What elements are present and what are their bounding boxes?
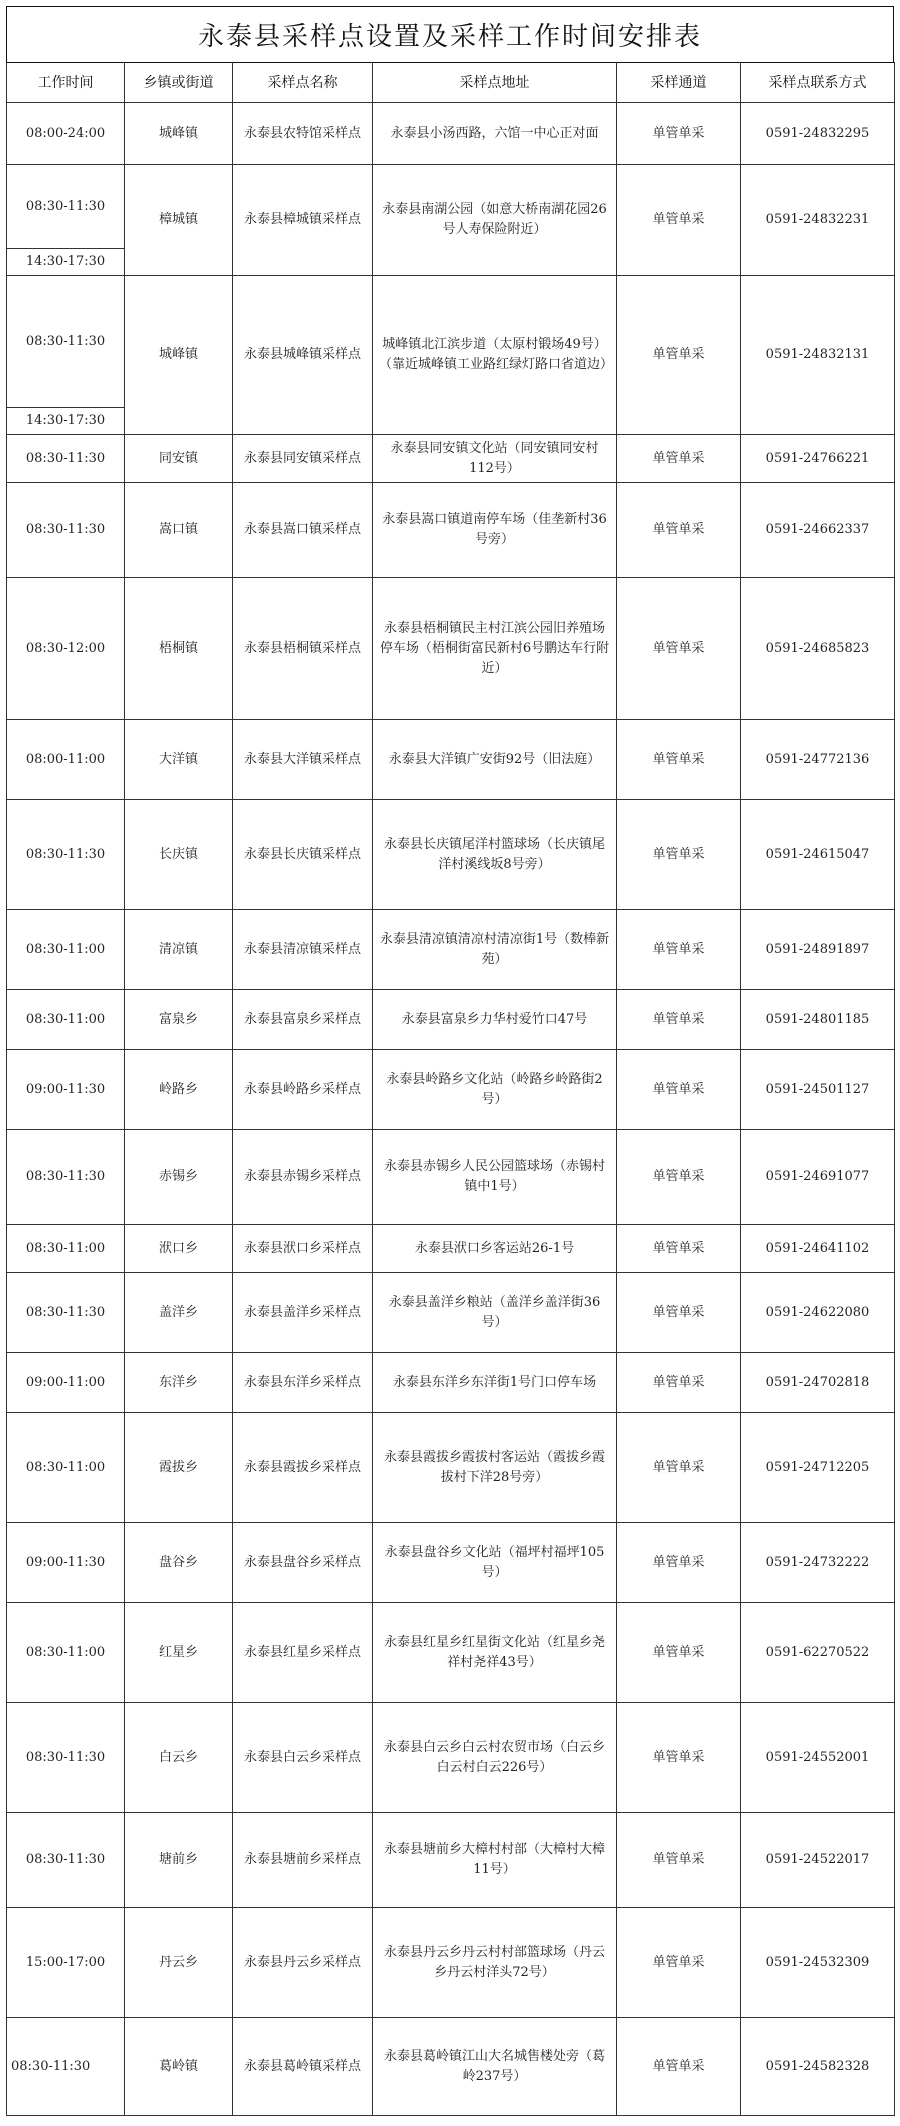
cell-time: 08:30-11:00 (7, 1225, 125, 1273)
cell-time: 08:30-11:00 (7, 990, 125, 1050)
cell-site: 永泰县霞拔乡采样点 (233, 1413, 373, 1523)
cell-channel: 单管单采 (617, 1813, 741, 1908)
cell-time: 08:00-24:00 (7, 103, 125, 165)
cell-site: 永泰县白云乡采样点 (233, 1703, 373, 1813)
header-channel: 采样通道 (617, 63, 741, 103)
cell-site: 永泰县红星乡采样点 (233, 1603, 373, 1703)
cell-town: 丹云乡 (125, 1908, 233, 2018)
table-row (7, 1413, 895, 1523)
table-row (7, 1523, 895, 1603)
cell-channel: 单管单采 (617, 276, 741, 435)
cell-site: 永泰县葛岭镇采样点 (233, 2018, 373, 2116)
cell-address: 永泰县盖洋乡粮站（盖洋乡盖洋街36号） (373, 1273, 617, 1353)
table-title: 永泰县采样点设置及采样工作时间安排表 (6, 6, 894, 62)
cell-time: 15:00-17:00 (7, 1908, 125, 2018)
cell-address: 永泰县岭路乡文化站（岭路乡岭路街2号） (373, 1050, 617, 1130)
table-row (7, 578, 895, 720)
cell-town: 岭路乡 (125, 1050, 233, 1130)
cell-channel: 单管单采 (617, 1908, 741, 2018)
cell-contact: 0591-24832131 (741, 276, 895, 435)
cell-time: 08:30-11:00 (7, 1603, 125, 1703)
cell-channel: 单管单采 (617, 990, 741, 1050)
cell-address: 永泰县南湖公园（如意大桥南湖花园26号人寿保险附近） (373, 165, 617, 276)
cell-site: 永泰县嵩口镇采样点 (233, 483, 373, 578)
cell-town: 清凉镇 (125, 910, 233, 990)
cell-contact: 0591-24801185 (741, 990, 895, 1050)
table-row (7, 910, 895, 990)
cell-contact: 0591-24582328 (741, 2018, 895, 2116)
cell-town: 东洋乡 (125, 1353, 233, 1413)
cell-contact: 0591-24501127 (741, 1050, 895, 1130)
cell-address: 永泰县富泉乡力华村爱竹口47号 (373, 990, 617, 1050)
cell-time: 08:00-11:00 (7, 720, 125, 800)
cell-address: 永泰县洑口乡客运站26-1号 (373, 1225, 617, 1273)
header-time: 工作时间 (7, 63, 125, 103)
table-row (7, 800, 895, 910)
cell-contact: 0591-24766221 (741, 435, 895, 483)
cell-site: 永泰县富泉乡采样点 (233, 990, 373, 1050)
cell-town: 城峰镇 (125, 276, 233, 435)
cell-time: 09:00-11:30 (7, 1523, 125, 1603)
cell-site: 永泰县同安镇采样点 (233, 435, 373, 483)
cell-address: 永泰县东洋乡东洋街1号门口停车场 (373, 1353, 617, 1413)
time-morning: 08:30-11:30 (7, 165, 124, 249)
cell-contact: 0591-24772136 (741, 720, 895, 800)
cell-contact: 0591-62270522 (741, 1603, 895, 1703)
table-row (7, 990, 895, 1050)
cell-address: 永泰县霞拔乡霞拔村客运站（霞拔乡霞拔村下洋28号旁） (373, 1413, 617, 1523)
table-row (7, 1130, 895, 1225)
cell-contact: 0591-24532309 (741, 1908, 895, 2018)
cell-time: 08:30-11:30 (7, 1273, 125, 1353)
cell-time (7, 165, 125, 276)
cell-contact: 0591-24522017 (741, 1813, 895, 1908)
cell-contact: 0591-24832231 (741, 165, 895, 276)
cell-contact: 0591-24662337 (741, 483, 895, 578)
cell-site: 永泰县城峰镇采样点 (233, 276, 373, 435)
table-row (7, 483, 895, 578)
table-row (7, 1703, 895, 1813)
cell-contact: 0591-24641102 (741, 1225, 895, 1273)
cell-contact: 0591-24685823 (741, 578, 895, 720)
cell-contact: 0591-24891897 (741, 910, 895, 990)
table-row (7, 1603, 895, 1703)
cell-time: 09:00-11:00 (7, 1353, 125, 1413)
time-morning: 08:30-11:30 (7, 276, 124, 408)
cell-contact: 0591-24732222 (741, 1523, 895, 1603)
cell-channel: 单管单采 (617, 2018, 741, 2116)
schedule-sheet (6, 6, 894, 2116)
cell-address: 永泰县赤锡乡人民公园篮球场（赤锡村镇中1号） (373, 1130, 617, 1225)
cell-time: 08:30-11:30 (7, 1130, 125, 1225)
cell-address: 永泰县同安镇文化站（同安镇同安村112号） (373, 435, 617, 483)
time-afternoon: 14:30-17:30 (25, 413, 106, 428)
cell-town: 梧桐镇 (125, 578, 233, 720)
cell-channel: 单管单采 (617, 1603, 741, 1703)
cell-town: 富泉乡 (125, 990, 233, 1050)
cell-address: 永泰县葛岭镇江山大名城售楼处旁（葛岭237号） (373, 2018, 617, 2116)
cell-time: 08:30-11:00 (7, 910, 125, 990)
table-row (7, 720, 895, 800)
cell-site: 永泰县梧桐镇采样点 (233, 578, 373, 720)
cell-time: 08:30-11:00 (7, 1413, 125, 1523)
cell-site: 永泰县东洋乡采样点 (233, 1353, 373, 1413)
table-row (7, 103, 895, 165)
cell-channel: 单管单采 (617, 1225, 741, 1273)
table-row (7, 165, 895, 276)
time-afternoon: 14:30-17:30 (25, 254, 106, 269)
cell-contact: 0591-24622080 (741, 1273, 895, 1353)
cell-address: 永泰县丹云乡丹云村村部篮球场（丹云乡丹云村洋头72号） (373, 1908, 617, 2018)
cell-channel: 单管单采 (617, 1523, 741, 1603)
cell-channel: 单管单采 (617, 1353, 741, 1413)
cell-town: 霞拔乡 (125, 1413, 233, 1523)
cell-contact: 0591-24832295 (741, 103, 895, 165)
cell-time: 08:30-11:30 (7, 1813, 125, 1908)
cell-time: 08:30-11:30 (7, 2018, 125, 2116)
cell-contact: 0591-24615047 (741, 800, 895, 910)
cell-channel: 单管单采 (617, 1130, 741, 1225)
cell-channel: 单管单采 (617, 435, 741, 483)
cell-channel: 单管单采 (617, 165, 741, 276)
cell-site: 永泰县大洋镇采样点 (233, 720, 373, 800)
table-row (7, 1353, 895, 1413)
cell-address: 永泰县长庆镇尾洋村篮球场（长庆镇尾洋村溪线坂8号旁） (373, 800, 617, 910)
cell-site: 永泰县丹云乡采样点 (233, 1908, 373, 2018)
cell-address: 永泰县大洋镇广安街92号（旧法庭） (373, 720, 617, 800)
table-row (7, 435, 895, 483)
header-row (7, 63, 895, 103)
cell-time (7, 276, 125, 435)
cell-address: 城峰镇北江滨步道（太原村锻场49号）（靠近城峰镇工业路红绿灯路口省道边） (373, 276, 617, 435)
cell-town: 盖洋乡 (125, 1273, 233, 1353)
cell-town: 同安镇 (125, 435, 233, 483)
cell-channel: 单管单采 (617, 1050, 741, 1130)
cell-contact: 0591-24702818 (741, 1353, 895, 1413)
cell-site: 永泰县盘谷乡采样点 (233, 1523, 373, 1603)
cell-site: 永泰县洑口乡采样点 (233, 1225, 373, 1273)
table-row (7, 2018, 895, 2116)
cell-channel: 单管单采 (617, 103, 741, 165)
cell-town: 白云乡 (125, 1703, 233, 1813)
cell-address: 永泰县梧桐镇民主村江滨公园旧养殖场停车场（梧桐街富民新村6号鹏达车行附近） (373, 578, 617, 720)
header-address: 采样点地址 (373, 63, 617, 103)
cell-site: 永泰县长庆镇采样点 (233, 800, 373, 910)
cell-site: 永泰县塘前乡采样点 (233, 1813, 373, 1908)
cell-time: 08:30-11:30 (7, 435, 125, 483)
cell-channel: 单管单采 (617, 578, 741, 720)
cell-time: 08:30-11:30 (7, 1703, 125, 1813)
cell-channel: 单管单采 (617, 1703, 741, 1813)
cell-channel: 单管单采 (617, 910, 741, 990)
table-row (7, 1050, 895, 1130)
cell-time: 08:30-11:30 (7, 800, 125, 910)
cell-address: 永泰县嵩口镇道南停车场（佳垄新村36号旁） (373, 483, 617, 578)
cell-town: 赤锡乡 (125, 1130, 233, 1225)
cell-town: 城峰镇 (125, 103, 233, 165)
cell-address: 永泰县塘前乡大樟村村部（大樟村大樟11号） (373, 1813, 617, 1908)
cell-site: 永泰县岭路乡采样点 (233, 1050, 373, 1130)
table-row (7, 1908, 895, 2018)
header-town: 乡镇或街道 (125, 63, 233, 103)
cell-time: 09:00-11:30 (7, 1050, 125, 1130)
cell-town: 红星乡 (125, 1603, 233, 1703)
cell-site: 永泰县赤锡乡采样点 (233, 1130, 373, 1225)
cell-address: 永泰县小汤西路，六馆一中心正对面 (373, 103, 617, 165)
table-row (7, 276, 895, 435)
cell-contact: 0591-24691077 (741, 1130, 895, 1225)
cell-time: 08:30-11:30 (7, 483, 125, 578)
cell-site: 永泰县樟城镇采样点 (233, 165, 373, 276)
cell-address: 永泰县盘谷乡文化站（福坪村福坪105号） (373, 1523, 617, 1603)
cell-town: 嵩口镇 (125, 483, 233, 578)
cell-channel: 单管单采 (617, 483, 741, 578)
cell-contact: 0591-24712205 (741, 1413, 895, 1523)
cell-town: 长庆镇 (125, 800, 233, 910)
cell-address: 永泰县红星乡红星街文化站（红星乡尧祥村尧祥43号） (373, 1603, 617, 1703)
cell-address: 永泰县清凉镇清凉村清凉街1号（数棒新苑） (373, 910, 617, 990)
table-row (7, 1813, 895, 1908)
cell-contact: 0591-24552001 (741, 1703, 895, 1813)
table-row (7, 1273, 895, 1353)
cell-address: 永泰县白云乡白云村农贸市场（白云乡白云村白云226号） (373, 1703, 617, 1813)
cell-channel: 单管单采 (617, 1413, 741, 1523)
cell-site: 永泰县农特馆采样点 (233, 103, 373, 165)
cell-town: 樟城镇 (125, 165, 233, 276)
cell-time: 08:30-12:00 (7, 578, 125, 720)
cell-town: 塘前乡 (125, 1813, 233, 1908)
cell-channel: 单管单采 (617, 800, 741, 910)
cell-channel: 单管单采 (617, 720, 741, 800)
cell-town: 洑口乡 (125, 1225, 233, 1273)
cell-town: 大洋镇 (125, 720, 233, 800)
header-contact: 采样点联系方式 (741, 63, 895, 103)
cell-site: 永泰县清凉镇采样点 (233, 910, 373, 990)
table-row (7, 1225, 895, 1273)
cell-town: 葛岭镇 (125, 2018, 233, 2116)
schedule-table (6, 62, 895, 2116)
cell-site: 永泰县盖洋乡采样点 (233, 1273, 373, 1353)
header-site: 采样点名称 (233, 63, 373, 103)
cell-town: 盘谷乡 (125, 1523, 233, 1603)
cell-channel: 单管单采 (617, 1273, 741, 1353)
